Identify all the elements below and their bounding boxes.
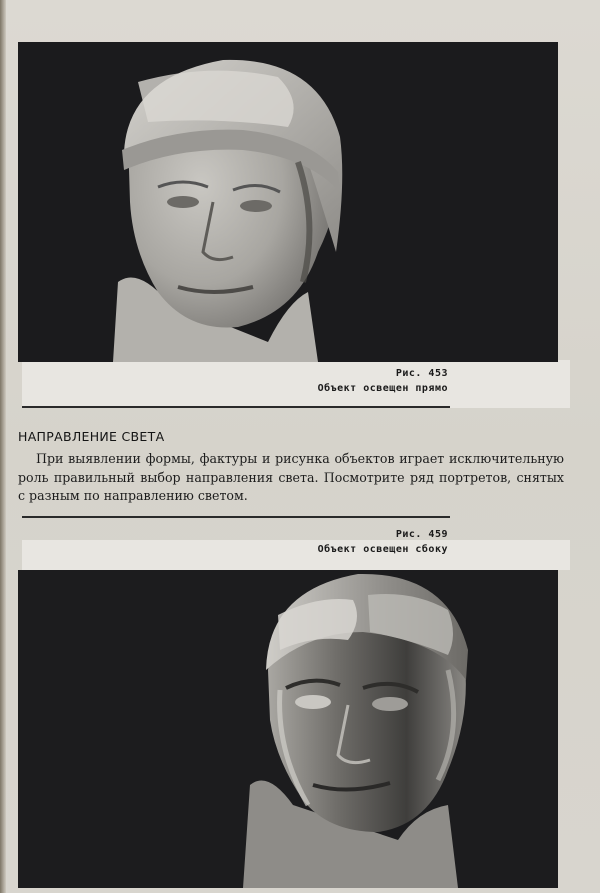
divider-rule [22,406,450,408]
figure-459-photo [18,570,558,888]
figure-453-number: Рис. 453 [395,368,448,379]
figure-459-caption [318,527,448,557]
figure-459-number: Рис. 459 [395,529,448,540]
figure-453-caption [318,366,448,396]
figure-459-title: Объект освещен сбоку [317,544,448,555]
caption-band-middle [22,540,570,570]
page-spine-edge [0,0,6,893]
figure-453-title: Объект освещен прямо [317,383,448,394]
caption-band-top [22,360,570,408]
section-paragraph: При выявлении формы, фактуры и рисунка объектов играет исключительную роль правильный выбор направления света. Посмотрите ряд портретов, снятых с разным по направлению светом. [18,451,564,503]
section-heading: НАПРАВЛЕНИЕ СВЕТА [18,429,165,444]
sculpture-head-side-lit-image [18,570,558,888]
figure-453-photo [18,42,558,362]
divider-rule [22,516,450,518]
sculpture-head-front-lit-image [18,42,558,362]
